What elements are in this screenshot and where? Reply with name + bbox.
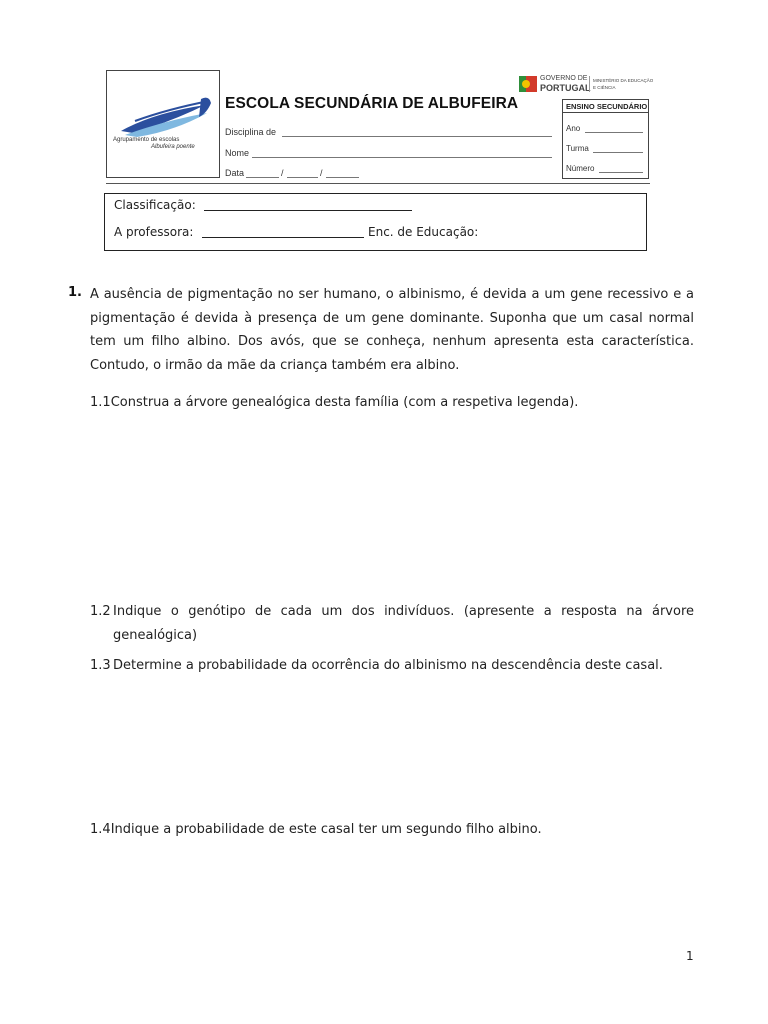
disciplina-label: Disciplina de (225, 127, 277, 137)
logo-caption-line2: Albufeira poente (151, 144, 195, 150)
disciplina-input-line[interactable] (282, 136, 552, 137)
numero-label: Número (566, 164, 595, 173)
boat-logo-icon (113, 91, 213, 141)
subquestion-1-3 (90, 654, 694, 678)
data-day-line[interactable] (246, 177, 279, 178)
ano-label: Ano (566, 124, 581, 133)
subquestion-number: 1.3 (90, 658, 111, 673)
turma-label: Turma (566, 144, 589, 153)
logo-caption-line1: Agrupamento de escolas (113, 137, 180, 143)
subquestion-number: 1.2 (90, 604, 111, 619)
classificacao-label: Classificação: (114, 198, 196, 212)
data-separator-1: / (281, 168, 284, 178)
subquestion-1-1 (90, 391, 694, 415)
question-number: 1. (68, 285, 82, 300)
subquestion-number: 1.4 (90, 822, 111, 837)
numero-input-line[interactable] (599, 172, 643, 173)
professora-input-line[interactable] (202, 237, 364, 238)
gov-line2: PORTUGAL (540, 83, 591, 93)
subquestion-text: Construa a árvore genealógica desta família (com a respetiva legenda). (110, 395, 579, 410)
data-label: Data (225, 168, 245, 178)
school-title: ESCOLA SECUNDÁRIA DE ALBUFEIRA (225, 95, 519, 112)
data-separator-2: / (320, 168, 323, 178)
ensino-divider (563, 112, 648, 113)
classificacao-input-line[interactable] (204, 210, 412, 211)
gov-divider (589, 76, 590, 92)
turma-input-line[interactable] (593, 152, 643, 153)
school-logo-box (106, 70, 220, 178)
subquestion-number: 1.1 (90, 395, 111, 410)
ensino-secundario-box (562, 99, 649, 179)
subquestion-text: Determine a probabilidade da ocorrência do albinismo na descendência deste casal. (113, 658, 663, 673)
ano-input-line[interactable] (585, 132, 643, 133)
professora-label: A professora: (114, 225, 194, 239)
subquestion-text: Indique a probabilidade de este casal ter um segundo filho albino. (110, 822, 542, 837)
data-year-line[interactable] (326, 177, 359, 178)
ensino-title: ENSINO SECUNDÁRIO (566, 102, 648, 111)
government-emblem-icon (517, 73, 539, 95)
subquestion-1-2 (90, 600, 694, 648)
question-text: A ausência de pigmentação no ser humano, o albinismo, é devida a um gene recessivo e a pigmentação é devida à presença de um gene dominante. Suponha que um casal normal tem um filho albino. Dos avós, que se conheça, nenhum apresenta esta característica. Contudo, o irmão da mãe da criança também era albino. (90, 287, 694, 373)
gov-side1: MINISTÉRIO DA EDUCAÇÃO (593, 78, 654, 83)
header-rule (106, 183, 650, 184)
page-number: 1 (686, 949, 694, 963)
nome-label: Nome (225, 148, 250, 158)
subquestion-1-4 (90, 818, 694, 842)
enc-educacao-label: Enc. de Educação: (368, 225, 479, 239)
gov-line1: GOVERNO DE (540, 75, 588, 82)
nome-input-line[interactable] (252, 157, 552, 158)
gov-side2: E CIÊNCIA (593, 85, 616, 90)
subquestion-text: Indique o genótipo de cada um dos indivíduos. (apresente a resposta na árvore genealógica) (113, 604, 694, 643)
data-month-line[interactable] (287, 177, 318, 178)
